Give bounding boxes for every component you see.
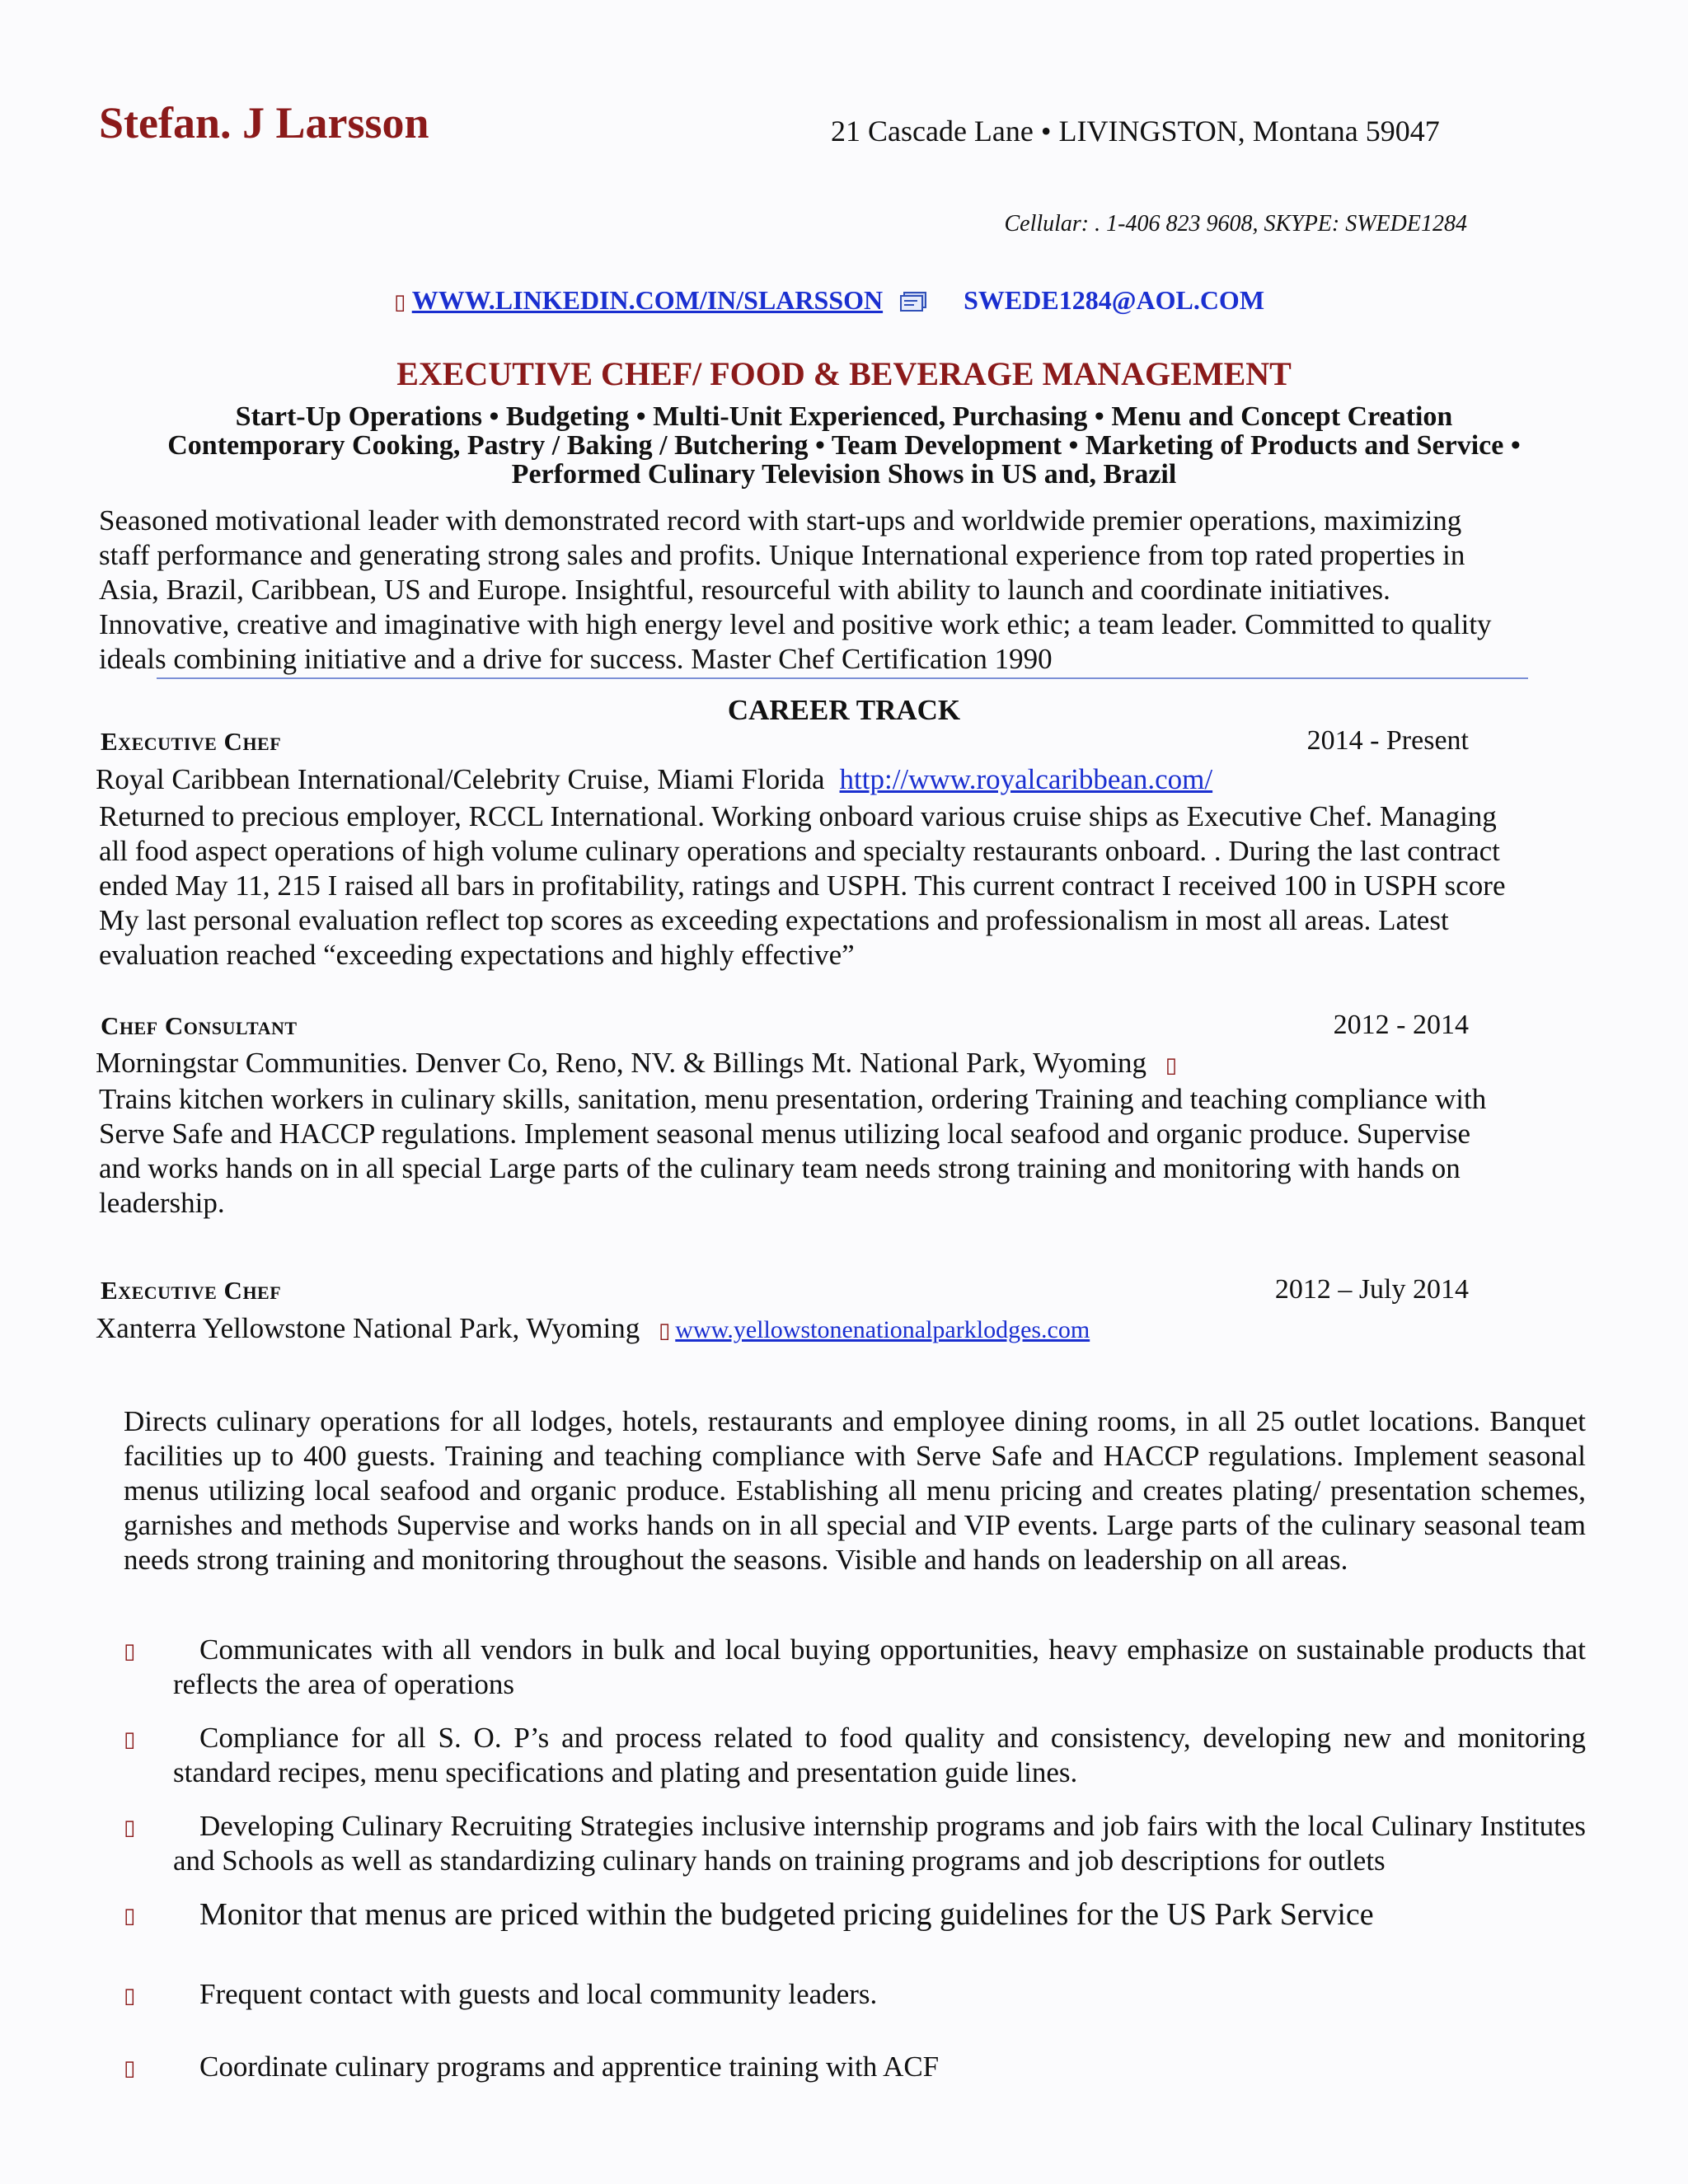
- candidate-name: Stefan. J Larsson: [99, 98, 429, 148]
- skills-line: Contemporary Cooking, Pastry / Baking / Butchering • Team Development • Marketing of Products and Service •: [167, 430, 1521, 461]
- description-line: Trains kitchen workers in culinary skills, sanitation, menu presentation, ordering Training and teaching compliance with: [99, 1083, 1487, 1115]
- placeholder-bullet-icon: ▯: [394, 290, 406, 315]
- skills-line: Performed Culinary Television Shows in US and, Brazil: [511, 459, 1177, 490]
- list-item: [124, 1721, 1586, 1790]
- job-title: Executive Chef: [101, 727, 282, 756]
- bullet-icon: ▯: [124, 1727, 136, 1752]
- bullet-text: Frequent contact with guests and local community leaders.: [199, 1978, 878, 2010]
- job-description: Directs culinary operations for all lodges, hotels, restaurants and employee dining rooms, in all 25 outlet locations. Banquet facilities up to 400 guests. Training and teaching compliance with Serve Safe and HACCP regulations. Implement seasonal menus utilizing local seafood and organic produce. Establishing all menu pricing and creates plating/ presentation schemes, garnishes and methods Supervise and works hands on in all special and VIP events. Large parts of the culinary seasonal team needs strong training and monitoring throughout the seasons. Visible and hands on leadership on all areas.: [124, 1405, 1586, 1576]
- bullet-text: Coordinate culinary programs and apprentice training with ACF: [199, 2050, 940, 2083]
- description-line: evaluation reached “exceeding expectations and highly effective”: [99, 939, 855, 971]
- email-address[interactable]: SWEDE1284@AOL.COM: [964, 285, 1265, 315]
- list-item: [124, 2050, 1586, 2084]
- company-website-link[interactable]: www.yellowstonenationalparklodges.com: [675, 1316, 1090, 1343]
- job-title: Executive Chef: [101, 1276, 282, 1305]
- placeholder-bullet-icon: ▯: [1165, 1053, 1178, 1078]
- summary-line: Asia, Brazil, Caribbean, US and Europe. Insightful, resourceful with ability to launch and coordinate initiatives.: [99, 574, 1390, 606]
- company-name: Morningstar Communities. Denver Co, Reno, NV. & Billings Mt. National Park, Wyoming: [96, 1047, 1147, 1079]
- list-item: [124, 1897, 1586, 1932]
- list-item: [124, 1977, 1586, 2012]
- bullet-icon: ▯: [124, 1639, 136, 1664]
- summary-line: Innovative, creative and imaginative with high energy level and positive work ethic; a team leader. Committed to quality: [99, 608, 1492, 640]
- description-line: My last personal evaluation reflect top scores as exceeding expectations and professionalism in most all areas. Latest: [99, 904, 1449, 936]
- email-card-icon: [899, 292, 927, 312]
- bullet-icon: ▯: [124, 1984, 136, 2008]
- bullet-text: Compliance for all S. O. P’s and process related to food quality and consistency, developing new and monitoring standard recipes, menu specifications and plating and presentation guide lines.: [173, 1722, 1586, 1788]
- bullet-text: Monitor that menus are priced within the budgeted pricing guidelines for the US Park Service: [199, 1897, 1374, 1932]
- job-company: [96, 763, 1212, 796]
- company-name: Royal Caribbean International/Celebrity Cruise, Miami Florida: [96, 763, 825, 795]
- skills-summary: [49, 402, 1639, 489]
- company-name: Xanterra Yellowstone National Park, Wyoming: [96, 1312, 640, 1344]
- bullet-text: Developing Culinary Recruiting Strategies inclusive internship programs and job fairs with the local Culinary Institutes and Schools as well as standardizing culinary hands on training programs and job descriptions for outlets: [173, 1810, 1586, 1877]
- summary-line: ideals combining initiative and a drive for success. Master Chef Certification 1990: [99, 643, 1053, 675]
- description-line: and works hands on in all special Large parts of the culinary team needs strong training and monitoring with hands on: [99, 1152, 1461, 1184]
- description-line: ended May 11, 215 I raised all bars in profitability, ratings and USPH. This current contract I received 100 in USPH score: [99, 869, 1506, 902]
- job-company: [96, 1312, 1090, 1345]
- list-item: [124, 1809, 1586, 1878]
- description-line: Serve Safe and HACCP regulations. Implement seasonal menus utilizing local seafood and organic produce. Supervise: [99, 1118, 1471, 1150]
- bullet-text: Communicates with all vendors in bulk and local buying opportunities, heavy emphasize on sustainable products that reflects the area of operations: [173, 1633, 1586, 1700]
- description-line: Returned to precious employer, RCCL International. Working onboard various cruise ships as Executive Chef. Managing: [99, 800, 1497, 832]
- profile-summary: [99, 504, 1582, 677]
- summary-line: Seasoned motivational leader with demonstrated record with start-ups and worldwide premier operations, maximizing: [99, 504, 1462, 537]
- job-dates: 2012 - 2014: [1333, 1010, 1469, 1040]
- contact-links: [394, 285, 1264, 316]
- job-company: [96, 1047, 1177, 1080]
- contact-phone-skype: Cellular: . 1-406 823 9608, SKYPE: SWEDE1284: [1004, 211, 1467, 237]
- company-website-link[interactable]: http://www.royalcaribbean.com/: [839, 763, 1213, 795]
- job-title: Chef Consultant: [101, 1011, 298, 1040]
- summary-line: staff performance and generating strong sales and profits. Unique International experience from top rated properties in: [99, 539, 1465, 571]
- career-track-heading: CAREER TRACK: [727, 694, 961, 726]
- description-line: all food aspect operations of high volume culinary operations and specialty restaurants onboard. . During the last contract: [99, 835, 1500, 867]
- bullet-icon: ▯: [124, 1904, 136, 1929]
- home-address: 21 Cascade Lane • LIVINGSTON, Montana 59047: [831, 115, 1440, 148]
- job-description: [99, 799, 1582, 972]
- job-dates: 2012 – July 2014: [1274, 1274, 1469, 1305]
- bullet-icon: ▯: [124, 1816, 136, 1840]
- headline: EXECUTIVE CHEF/ FOOD & BEVERAGE MANAGEMENT: [396, 355, 1292, 392]
- section-divider: [157, 677, 1528, 679]
- description-line: leadership.: [99, 1187, 225, 1219]
- bullet-icon: ▯: [124, 2056, 136, 2081]
- job-description: [99, 1082, 1582, 1221]
- linkedin-link[interactable]: WWW.LINKEDIN.COM/IN/SLARSSON: [411, 285, 884, 315]
- skills-line: Start-Up Operations • Budgeting • Multi-Unit Experienced, Purchasing • Menu and Concept Creation: [235, 401, 1453, 432]
- list-item: [124, 1633, 1586, 1702]
- job-dates: 2014 - Present: [1306, 725, 1469, 756]
- placeholder-bullet-icon: ▯: [658, 1319, 671, 1343]
